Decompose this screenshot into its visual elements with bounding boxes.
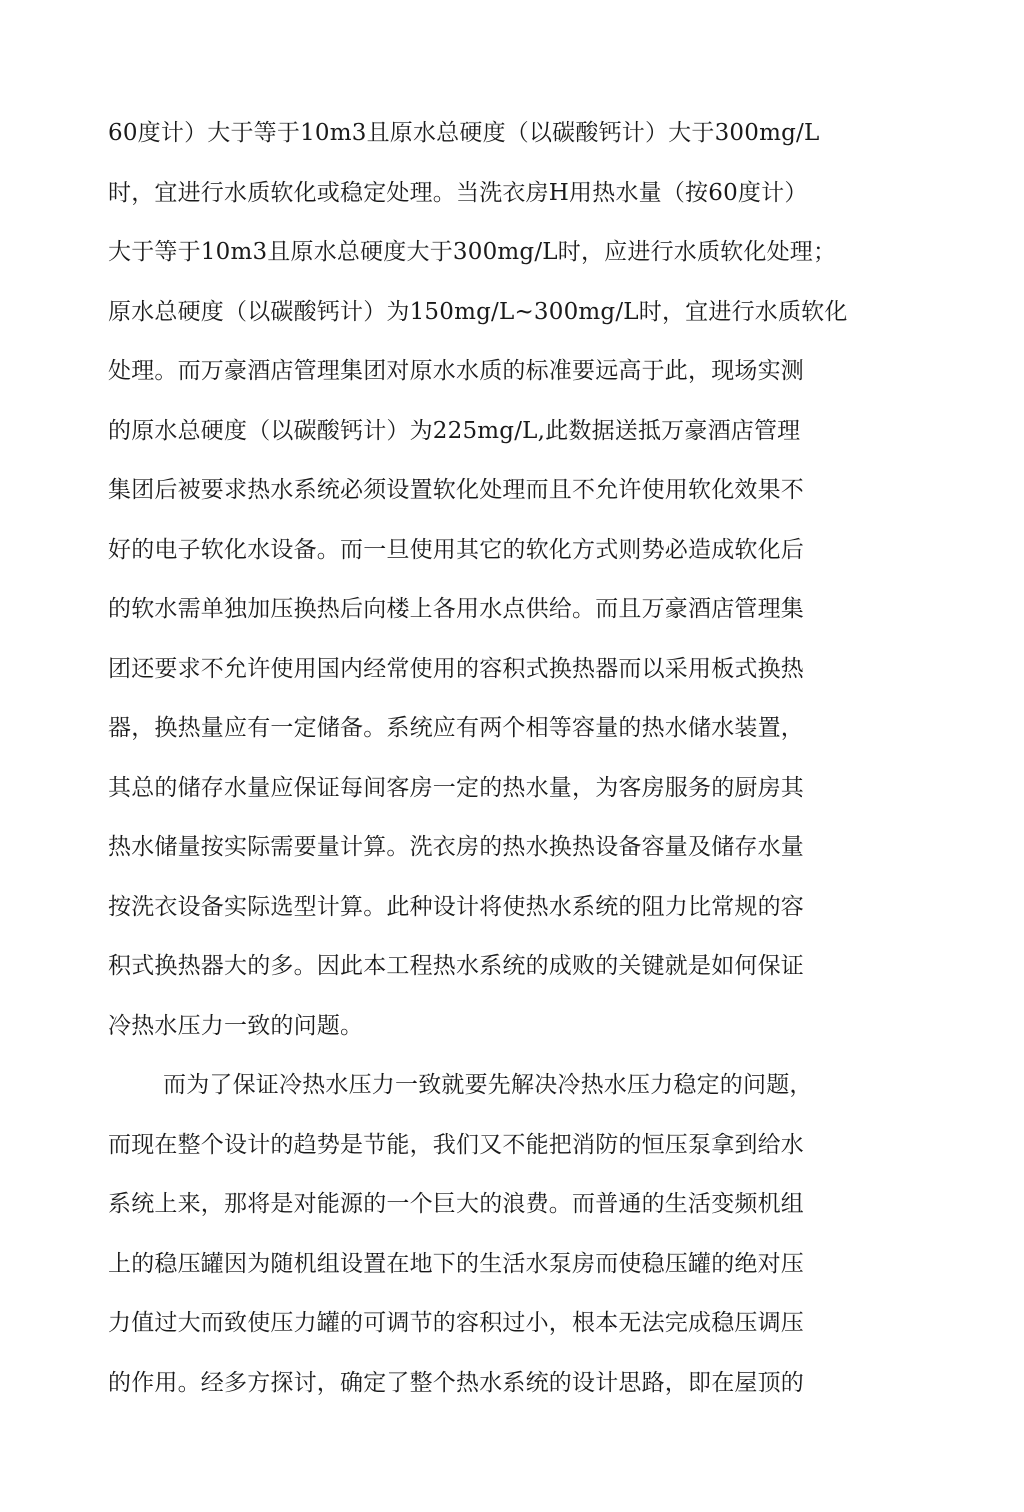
text-line: 上的稳压罐因为随机组设置在地下的生活水泵房而使稳压罐的绝对压 [108, 1250, 804, 1277]
paragraph-start-line: 而为了保证冷热水压力一致就要先解决冷热水压力稳定的问题， [163, 1072, 813, 1098]
text-line: 热水储量按实际需要量计算。洗衣房的热水换热设备容量及储存水量 [108, 834, 804, 860]
text-line: 按洗衣设备实际选型计算。此种设计将使热水系统的阻力比常规的容 [108, 893, 804, 920]
text-line: 大于等于10m3且原水总硬度大于300mg/L时，应进行水质软化处理； [108, 239, 837, 265]
text-line: 时，宜进行水质软化或稳定处理。当洗衣房H用热水量（按60度计） [108, 179, 808, 206]
body-text [108, 110, 868, 1419]
text-line: 原水总硬度（以碳酸钙计）为150mg/L~300mg/L时，宜进行水质软化 [108, 298, 848, 325]
text-line: 团还要求不允许使用国内经常使用的容积式换热器而以采用板式换热 [108, 655, 804, 682]
text-line: 的原水总硬度（以碳酸钙计）为225mg/L,此数据送抵万豪酒店管理 [108, 417, 801, 444]
text-line: 的作用。经多方探讨，确定了整个热水系统的设计思路，即在屋顶的 [108, 1369, 804, 1396]
text-line: 积式换热器大的多。因此本工程热水系统的成败的关键就是如何保证 [108, 953, 804, 979]
text-line: 其总的储存水量应保证每间客房一定的热水量，为客房服务的厨房其 [108, 774, 804, 801]
text-line: 60度计）大于等于10m3且原水总硬度（以碳酸钙计）大于300mg/L [108, 120, 820, 146]
text-line: 系统上来，那将是对能源的一个巨大的浪费。而普通的生活变频机组 [108, 1191, 804, 1217]
text-line: 力值过大而致使压力罐的可调节的容积过小，根本无法完成稳压调压 [108, 1310, 804, 1336]
text-line: 处理。而万豪酒店管理集团对原水水质的标准要远高于此，现场实测 [108, 358, 804, 384]
text-line: 好的电子软化水设备。而一旦使用其它的软化方式则势必造成软化后 [108, 536, 804, 563]
text-line: 冷热水压力一致的问题。 [108, 1012, 364, 1039]
text-line: 的软水需单独加压换热后向楼上各用水点供给。而且万豪酒店管理集 [108, 596, 804, 622]
text-line: 器，换热量应有一定储备。系统应有两个相等容量的热水储水装置， [108, 715, 804, 741]
text-line: 集团后被要求热水系统必须设置软化处理而且不允许使用软化效果不 [108, 477, 804, 503]
text-line: 而现在整个设计的趋势是节能，我们又不能把消防的恒压泵拿到给水 [108, 1131, 804, 1158]
